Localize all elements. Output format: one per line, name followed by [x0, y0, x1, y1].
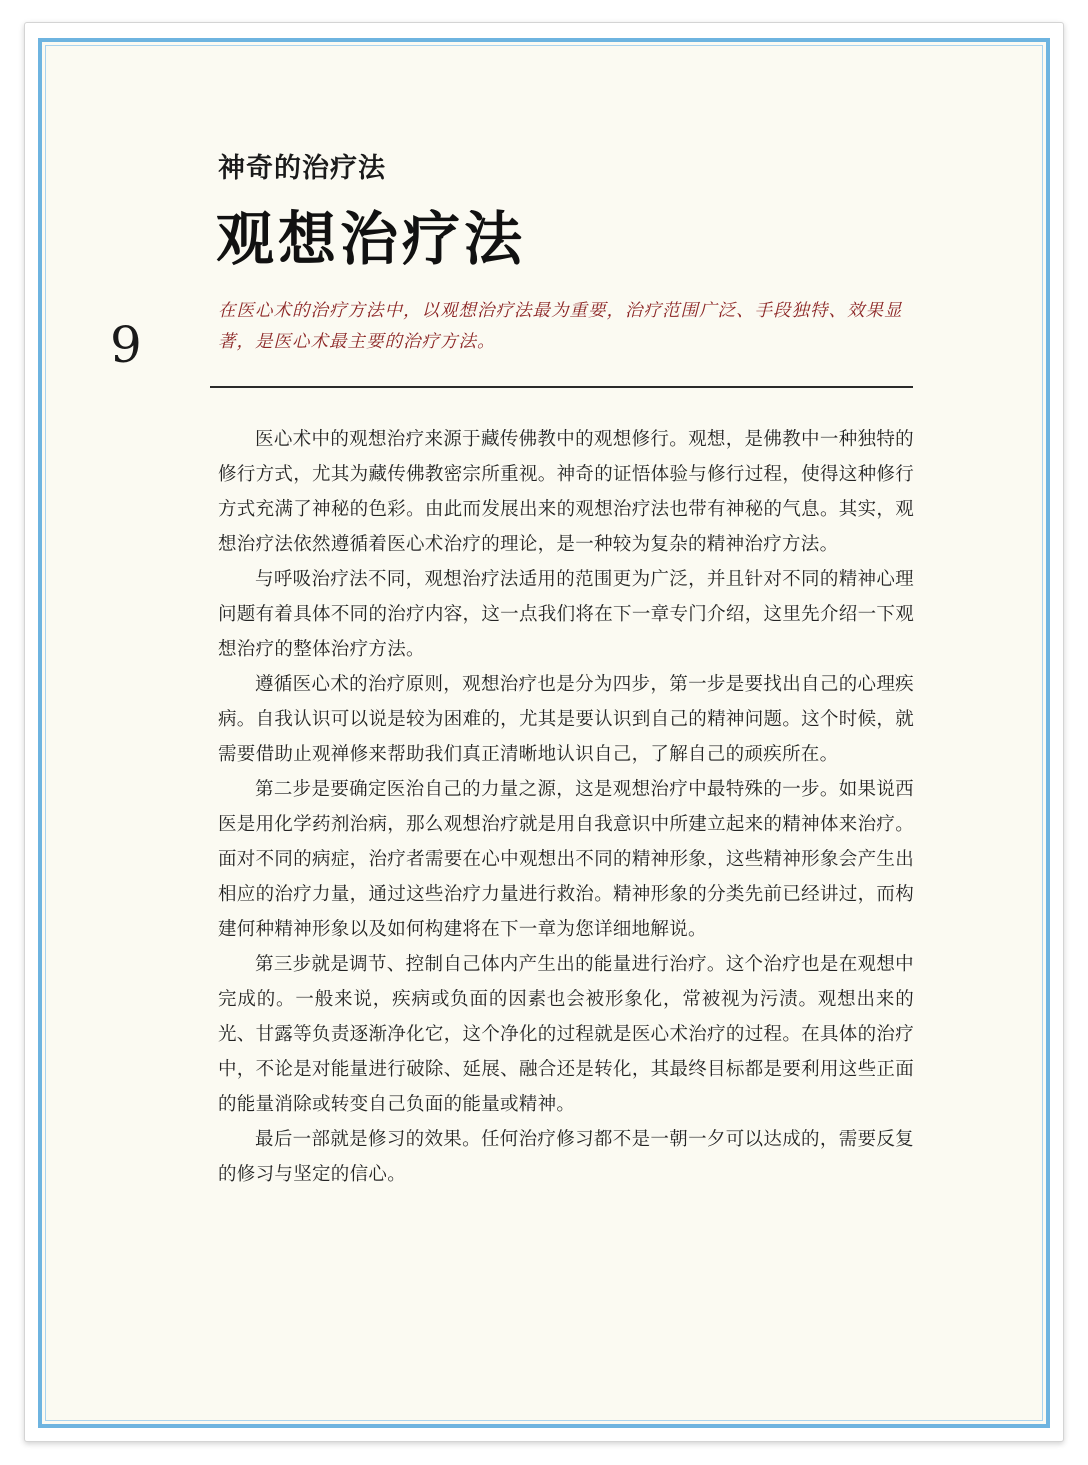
book-page — [38, 38, 1050, 1428]
section-kicker: 神奇的治疗法 — [218, 153, 386, 184]
paragraph: 医心术中的观想治疗来源于藏传佛教中的观想修行。观想，是佛教中一种独特的修行方式，尤其为藏传佛教密宗所重视。神奇的证悟体验与修行过程，使得这种修行方式充满了神秘的色彩。由此而发展出来的观想治疗法也带有神秘的气息。其实，观想治疗法依然遵循着医心术治疗的理论，是一种较为复杂的精神治疗方法。 — [218, 429, 914, 555]
paragraph: 第二步是要确定医治自己的力量之源，这是观想治疗中最特殊的一步。如果说西医是用化学药剂治病，那么观想治疗就是用自我意识中所建立起来的精神体来治疗。面对不同的病症，治疗者需要在心中观想出不同的精神形象，这些精神形象会产生出相应的治疗力量，通过这些治疗力量进行救治。精神形象的分类先前已经讲过，而构建何种精神形象以及如何构建将在下一章为您详细地解说。 — [218, 779, 914, 940]
paragraph: 第三步就是调节、控制自己体内产生出的能量进行治疗。这个治疗也是在观想中完成的。一般来说，疾病或负面的因素也会被形象化，常被视为污渍。观想出来的光、甘露等负责逐渐净化它，这个净化的过程就是医心术治疗的过程。在具体的治疗中，不论是对能量进行破除、延展、融合还是转化，其最终目标都是要利用这些正面的能量消除或转变自己负面的能量或精神。 — [218, 954, 914, 1115]
divider-rule — [210, 386, 913, 388]
chapter-title: 观想治疗法 — [216, 205, 527, 273]
chapter-lede: 在医心术的治疗方法中，以观想治疗法最为重要，治疗范围广泛、手段独特、效果显著，是医心术最主要的治疗方法。 — [218, 301, 903, 352]
paragraph: 遵循医心术的治疗原则，观想治疗也是分为四步，第一步是要找出自己的心理疾病。自我认识可以说是较为困难的，尤其是要认识到自己的精神问题。这个时候，就需要借助止观禅修来帮助我们真正清晰地认识自己，了解自己的顽疾所在。 — [218, 674, 914, 765]
paragraph: 最后一部就是修习的效果。任何治疗修习都不是一朝一夕可以达成的，需要反复的修习与坚定的信心。 — [218, 1129, 914, 1185]
body-text — [218, 422, 914, 1192]
chapter-number: 9 — [110, 316, 142, 374]
paragraph: 与呼吸治疗法不同，观想治疗法适用的范围更为广泛，并且针对不同的精神心理问题有着具体不同的治疗内容，这一点我们将在下一章专门介绍，这里先介绍一下观想治疗的整体治疗方法。 — [218, 569, 914, 660]
